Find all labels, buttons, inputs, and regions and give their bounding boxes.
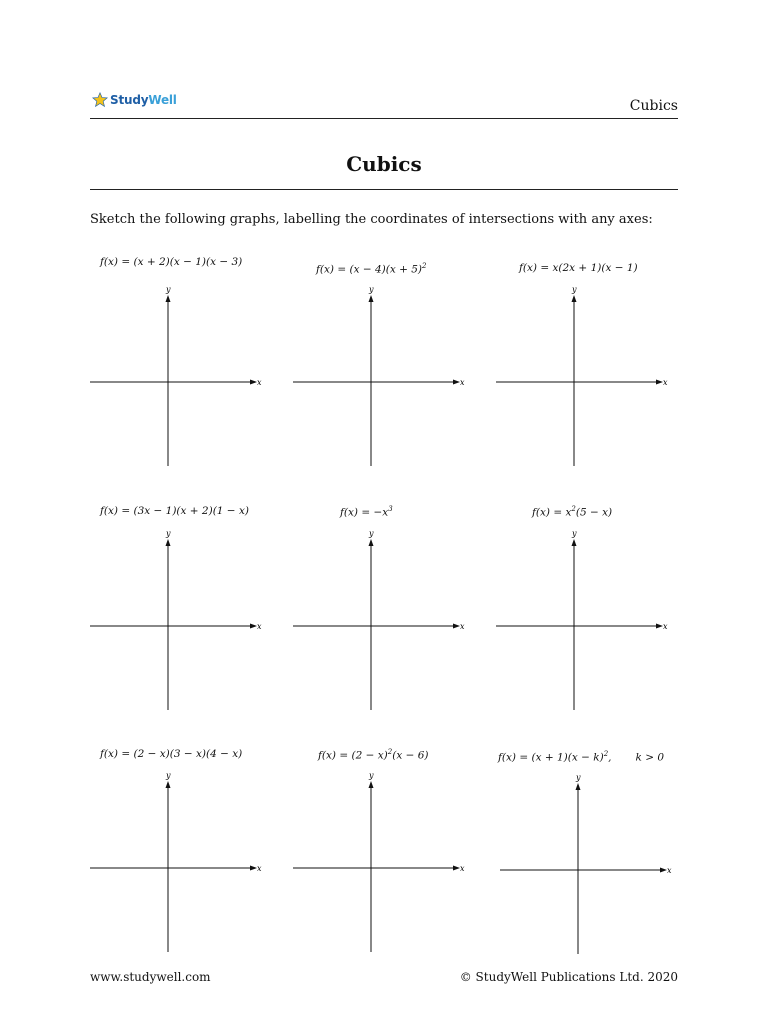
function-g-label: f(x) = (2 − x)(3 − x)(4 − x) [100, 748, 243, 760]
x-axis-label: x [663, 622, 668, 631]
x-axis-arrow [453, 866, 460, 871]
y-axis-label: y [166, 771, 171, 780]
axes-e [293, 526, 473, 710]
axes-g [90, 768, 270, 952]
star-icon [92, 92, 108, 108]
axes-i [500, 770, 680, 954]
header-rule [90, 118, 678, 119]
x-axis-arrow [453, 380, 460, 385]
header-topic: Cubics [629, 98, 678, 114]
footer-website: www.studywell.com [90, 970, 211, 984]
y-axis-arrow [369, 781, 374, 788]
y-axis-arrow [369, 295, 374, 302]
y-axis-label: y [166, 285, 171, 294]
axes-b [293, 282, 473, 466]
y-axis-arrow [166, 781, 171, 788]
function-i-label: $f(x) = (x + 1)(x - k)^2$, k > 0 [498, 750, 665, 764]
x-axis-label: x [460, 864, 465, 873]
axes-a [90, 282, 270, 466]
x-axis-label: x [460, 622, 465, 631]
x-axis-arrow [656, 380, 663, 385]
y-axis-arrow [576, 783, 581, 790]
y-axis-label: y [572, 285, 577, 294]
y-axis-arrow [572, 539, 577, 546]
y-axis-label: y [576, 773, 581, 782]
y-axis-label: y [166, 529, 171, 538]
axes-d [90, 526, 270, 710]
y-axis-label: y [369, 771, 374, 780]
x-axis-arrow [453, 624, 460, 629]
y-axis-arrow [166, 295, 171, 302]
instructions: Sketch the following graphs, labelling the coordinates of intersections with any axes: [90, 212, 653, 227]
function-a-label: f(x) = (x + 2)(x − 1)(x − 3) [100, 256, 243, 268]
page-title: Cubics [346, 152, 422, 176]
y-axis-label: y [369, 285, 374, 294]
function-e-label: $f(x) = -x^3$ [340, 505, 393, 519]
axes-h [293, 768, 473, 952]
x-axis-label: x [257, 864, 262, 873]
x-axis-label: x [663, 378, 668, 387]
x-axis-label: x [460, 378, 465, 387]
x-axis-arrow [250, 624, 257, 629]
footer-copyright: © StudyWell Publications Ltd. 2020 [459, 970, 678, 984]
y-axis-label: y [369, 529, 374, 538]
y-axis-arrow [369, 539, 374, 546]
x-axis-label: x [257, 378, 262, 387]
brand-name: StudyWell [110, 93, 177, 107]
x-axis-label: x [257, 622, 262, 631]
function-f-label: $f(x) = x^2(5 - x)$ [532, 505, 613, 519]
x-axis-arrow [656, 624, 663, 629]
function-d-label: f(x) = (3x − 1)(x + 2)(1 − x) [100, 505, 249, 517]
axes-c [496, 282, 676, 466]
x-axis-arrow [660, 868, 667, 873]
axes-f [496, 526, 676, 710]
x-axis-label: x [667, 866, 672, 875]
title-rule [90, 189, 678, 190]
function-h-label: $f(x) = (2 - x)^2(x - 6)$ [318, 748, 429, 762]
y-axis-arrow [572, 295, 577, 302]
x-axis-arrow [250, 380, 257, 385]
x-axis-arrow [250, 866, 257, 871]
function-b-label: $f(x) = (x - 4)(x + 5)^2$ [316, 262, 427, 276]
studywell-logo [92, 92, 177, 108]
function-c-label: f(x) = x(2x + 1)(x − 1) [519, 262, 638, 274]
y-axis-arrow [166, 539, 171, 546]
y-axis-label: y [572, 529, 577, 538]
page-header [90, 90, 678, 118]
